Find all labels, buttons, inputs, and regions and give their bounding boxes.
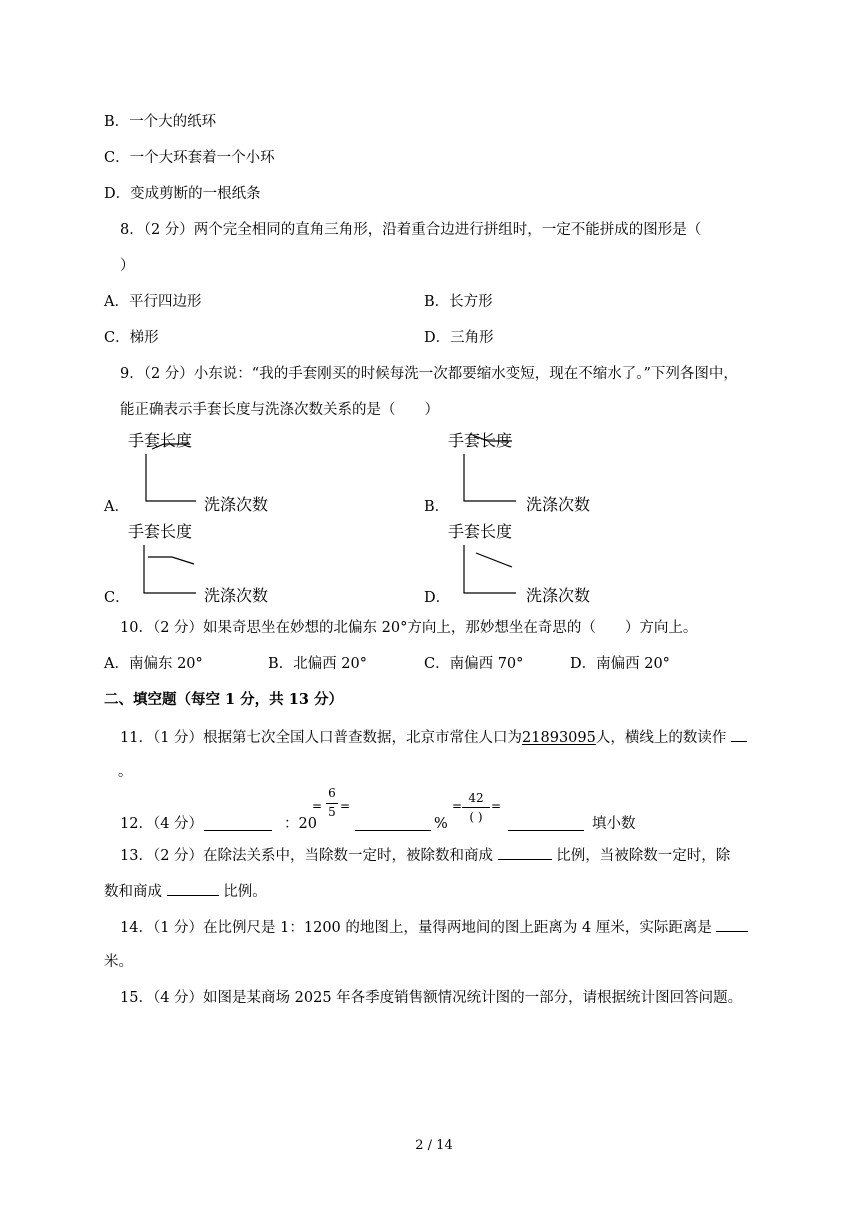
q13-blank-1[interactable] — [498, 845, 552, 860]
q12-eq-3: = — [452, 799, 463, 813]
q12-percent: % — [434, 816, 448, 832]
q9-stem-line2: 能正确表示手套长度与洗涤次数关系的是（ ） — [120, 402, 439, 418]
q12-eq-1: = — [312, 799, 323, 813]
q15-stem: 15．（4 分）如图是某商场 2025 年各季度销售额情况统计图的一部分，请根据统计图回答问题。 — [120, 990, 743, 1006]
q13-blank-2[interactable] — [167, 881, 219, 896]
q12-frac2-den: ( ) — [469, 810, 483, 824]
x-axis-label: 洗涤次数 — [526, 586, 591, 605]
graph-c-curve — [148, 557, 194, 564]
x-axis-label: 洗涤次数 — [204, 495, 269, 514]
y-axis-label: 手套长度 — [128, 522, 193, 541]
q9-graph-d — [448, 519, 608, 609]
q8-stem-line1: 8．（2 分）两个完全相同的直角三角形，沿着重合边进行拼组时，一定不能拼成的图形是（ — [120, 222, 702, 238]
q12-colon20: ：20 — [284, 816, 317, 832]
q12-prefix: 12．（4 分） — [120, 816, 204, 832]
y-axis-label: 手套长度 — [128, 431, 193, 450]
q8-option-a: A．平行四边形 — [104, 294, 202, 310]
q12-blank-3[interactable] — [508, 816, 584, 831]
graph-c-axes — [144, 545, 196, 593]
q8-option-b: B．长方形 — [424, 294, 493, 310]
graph-d-plot — [448, 519, 608, 609]
q7-option-d: D．变成剪断的一根纸条 — [104, 186, 261, 202]
q13-line2-b: 比例。 — [223, 884, 267, 900]
q10-option-a: A．南偏东 20° — [104, 656, 203, 672]
q7-option-c: C．一个大环套着一个小环 — [104, 150, 275, 166]
graph-a-axes — [146, 454, 196, 501]
q11-prefix: 11．（1 分）根据第七次全国人口普查数据，北京市常住人口为 — [120, 730, 523, 746]
q12-blank-1[interactable] — [204, 816, 272, 831]
graph-b-plot — [448, 428, 608, 518]
q11-number: 21893095 — [522, 730, 596, 746]
q10-option-c: C．南偏西 70° — [424, 656, 524, 672]
q14-blank[interactable] — [716, 917, 748, 932]
graph-a-plot — [128, 428, 288, 518]
q14-line1 — [120, 917, 748, 937]
q13-line2-a: 数和商成 — [104, 884, 162, 900]
graph-b-axes — [464, 454, 516, 501]
y-axis-label: 手套长度 — [448, 522, 513, 541]
graph-d-curve — [476, 553, 512, 567]
graph-b-curve — [470, 434, 512, 441]
x-axis-label: 洗涤次数 — [204, 586, 269, 605]
q10-stem: 10．（2 分）如果奇思坐在妙想的北偏东 20°方向上，那妙想坐在奇思的（ ）方向上。 — [120, 620, 698, 636]
q14-line2: 米。 — [104, 954, 133, 970]
q9-option-b-letter: B． — [424, 499, 450, 515]
page-number: 2 / 14 — [415, 1138, 453, 1153]
q9-graph-a — [128, 428, 288, 518]
q9-stem-line1: 9．（2 分）小东说：“我的手套刚买的时候每洗一次都要缩水变短，现在不缩水了。”下列各图中， — [120, 366, 738, 382]
x-axis-label: 洗涤次数 — [526, 495, 591, 514]
q8-option-c: C．梯形 — [104, 330, 159, 346]
section-heading-fill-in: 二、填空题（每空 1 分，共 13 分） — [104, 691, 343, 708]
q12-suffix: 填小数 — [592, 816, 636, 832]
graph-d-axes — [464, 545, 516, 593]
q10-option-d: D．南偏西 20° — [570, 656, 670, 672]
q13-line2 — [104, 881, 267, 901]
q9-option-a-letter: A． — [104, 499, 129, 515]
q12-frac1-num: 6 — [328, 786, 336, 800]
q8-option-d: D．三角形 — [424, 330, 494, 346]
graph-a-curve — [152, 444, 190, 449]
q8-stem-line2: ） — [120, 258, 135, 274]
q10-option-b: B．北偏西 20° — [268, 656, 367, 672]
q11-line2: 。 — [118, 764, 133, 780]
q13-line1-b: 比例，当被除数一定时，除 — [556, 848, 731, 864]
q12-frac1-line — [326, 803, 338, 804]
q11-suffix: 人，横线上的数读作 — [595, 730, 727, 746]
q12-frac2-line — [462, 807, 490, 808]
q12-eq-2: = — [340, 799, 351, 813]
q9-option-d-letter: D． — [424, 590, 451, 606]
q11-blank[interactable] — [731, 727, 747, 742]
q12-eq-4: = — [491, 799, 502, 813]
graph-c-plot — [128, 519, 288, 609]
q14-line1-text: 14．（1 分）在比例尺是 1：1200 的地图上，量得两地间的图上距离为 4 厘米，实际距离是 — [120, 920, 712, 936]
q12-frac2-num: 42 — [468, 791, 484, 805]
q9-graph-b — [448, 428, 608, 518]
q12-frac1-den: 5 — [328, 805, 336, 819]
q13-line1-a: 13．（2 分）在除法关系中，当除数一定时，被除数和商成 — [120, 848, 494, 864]
q9-option-c-letter: C． — [104, 590, 130, 606]
q9-graph-c — [128, 519, 288, 609]
q11-line1 — [120, 727, 747, 747]
q12-blank-2[interactable] — [355, 816, 431, 831]
q13-line1 — [120, 845, 730, 865]
y-axis-label: 手套长度 — [448, 431, 513, 450]
q7-option-b: B．一个大的纸环 — [104, 114, 217, 130]
